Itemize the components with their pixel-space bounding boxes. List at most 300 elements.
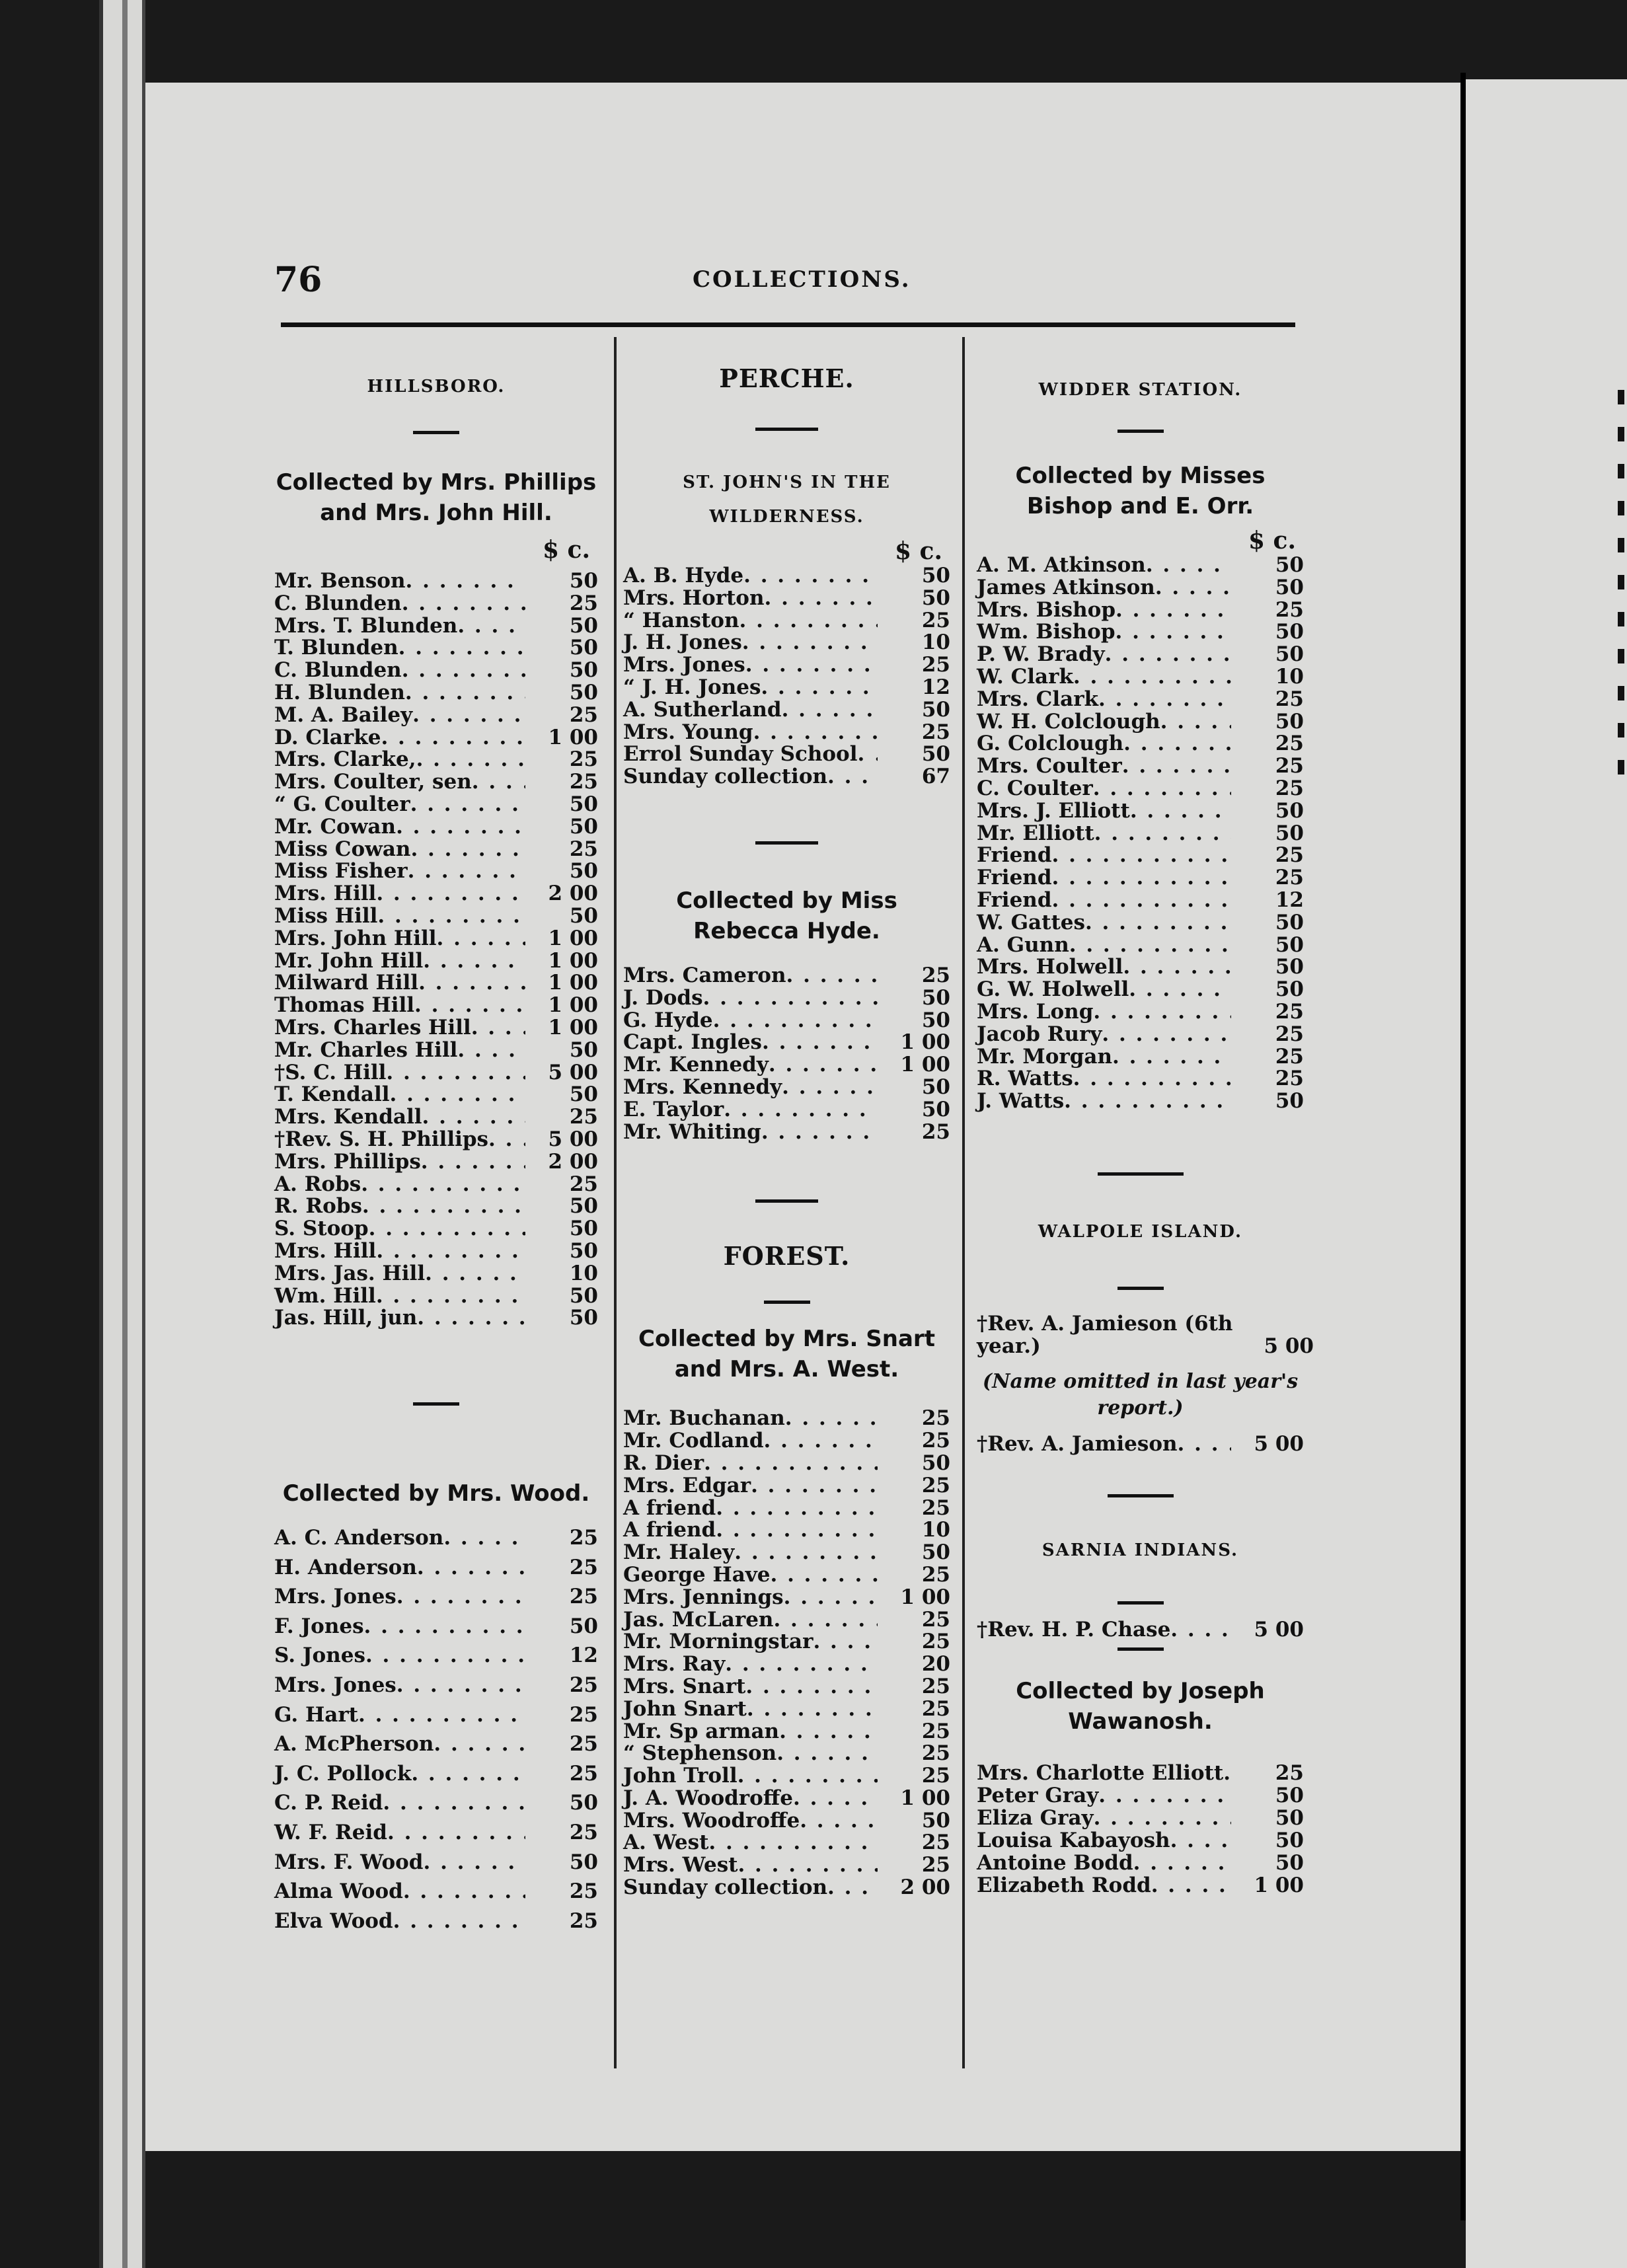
- contributor-name: Mrs. Bishop: [977, 597, 1116, 622]
- leader-dots: [708, 1832, 878, 1854]
- contribution-amount: 50: [921, 1075, 950, 1099]
- contributor-name: John Snart: [623, 1696, 747, 1721]
- contributor-name: Mr. Sp arman: [623, 1719, 780, 1743]
- contribution-amount: 20: [921, 1652, 950, 1677]
- contributor-entry: [623, 1698, 950, 1721]
- contribution-amount: 50: [921, 564, 950, 587]
- contribution-amount: 25: [569, 747, 598, 772]
- contributor-name: Eliza Gray: [977, 1806, 1094, 1831]
- contribution-amount: 25: [921, 1495, 950, 1520]
- contributor-name: Friend: [977, 866, 1052, 890]
- leader-dots: [437, 928, 525, 950]
- leader-dots: [745, 654, 878, 677]
- contributor-name: G. Colclough: [977, 732, 1124, 756]
- contribution-amount: 50: [569, 569, 598, 593]
- contribution-amount: 50: [1275, 1806, 1304, 1831]
- contributor-entry: [623, 1631, 950, 1653]
- contributor-name: A. West: [623, 1831, 709, 1855]
- contribution-amount: 1 00: [900, 1030, 950, 1055]
- contributor-name: Mrs. Jones: [623, 653, 745, 677]
- contributor-name: Mr. Whiting: [623, 1119, 761, 1144]
- header-rule: [281, 322, 1295, 327]
- leader-dots: [406, 570, 525, 593]
- contribution-amount: 5 00: [548, 1060, 598, 1084]
- contributor-entry: [274, 1174, 598, 1196]
- contributor-entry: [274, 682, 598, 704]
- contributor-name: Mrs. Phillips: [274, 1149, 421, 1174]
- contributor-name: Errol Sunday School: [623, 742, 858, 767]
- contributor-name: Mrs. Horton: [623, 586, 765, 610]
- contributor-entry: [623, 565, 950, 587]
- contributor-entry: [977, 599, 1304, 622]
- contributor-entry: [977, 1046, 1304, 1069]
- contributor-entry: [274, 749, 598, 771]
- leader-dots: [734, 1542, 878, 1564]
- contributor-name: A. Robs: [274, 1172, 361, 1196]
- contributor-name: Mrs. Clarke,: [274, 747, 416, 772]
- leader-dots: [390, 1084, 526, 1106]
- leader-dots: [1151, 1874, 1231, 1897]
- leader-dots: [703, 987, 878, 1010]
- leader-dots: [1052, 889, 1231, 912]
- contributor-name: C. Coulter: [977, 776, 1093, 800]
- contribution-amount: 10: [1275, 664, 1304, 689]
- leader-dots: [1093, 1001, 1231, 1024]
- contributor-name: Jacob Rury: [977, 1022, 1102, 1046]
- contribution-amount: 50: [569, 1791, 598, 1815]
- section-divider: [764, 1301, 810, 1304]
- contributor-name: Mrs. Clark: [977, 687, 1099, 711]
- leader-dots: [782, 1077, 878, 1099]
- contribution-amount: 50: [569, 1038, 598, 1062]
- contributor-name: Mrs. Hill: [274, 1238, 377, 1263]
- contribution-amount: 25: [921, 1406, 950, 1431]
- contribution-amount: 5 00: [548, 1127, 598, 1151]
- contribution-amount: 50: [1275, 798, 1304, 823]
- contribution-amount: 25: [921, 608, 950, 632]
- contributor-name: Mrs. Holwell: [977, 955, 1123, 979]
- contributor-name: R. Watts: [977, 1067, 1073, 1091]
- contribution-amount: 1 00: [1254, 1873, 1304, 1898]
- leader-dots: [443, 1523, 525, 1553]
- contributor-name: Jas. McLaren: [623, 1607, 774, 1632]
- contributor-entry: [623, 1010, 950, 1032]
- leader-dots: [800, 1810, 878, 1833]
- contributor-entry: [623, 987, 950, 1010]
- contributor-name: “ Hanston: [623, 608, 739, 632]
- collector-line: Collected by Joseph Wawanosh.: [1016, 1678, 1265, 1735]
- section-heading-widder: WIDDER STATION.: [1038, 380, 1242, 400]
- contribution-amount: 50: [569, 613, 598, 638]
- contributor-name: Mrs. Kennedy: [623, 1075, 782, 1099]
- leader-dots: [773, 1609, 878, 1632]
- contribution-amount: 50: [1275, 575, 1304, 599]
- contributor-name: A. B. Hyde: [623, 564, 744, 587]
- contributor-name: Miss Cowan: [274, 837, 411, 861]
- contributor-name: Alma Wood: [274, 1879, 403, 1904]
- contributor-name: S. Stoop: [274, 1217, 369, 1241]
- contributor-entry: [274, 905, 598, 928]
- leader-dots: [1130, 800, 1231, 823]
- leader-dots: [743, 565, 878, 587]
- contributor-name: D. Clarke: [274, 725, 381, 749]
- contributor-name: Mrs. Jennings: [623, 1585, 784, 1609]
- contributor-entry: [977, 577, 1304, 599]
- contribution-amount: 25: [921, 1696, 950, 1721]
- contributor-name: H. Anderson: [274, 1555, 417, 1579]
- contribution-amount: 25: [1275, 1067, 1304, 1091]
- contributor-name: S. Jones: [274, 1644, 365, 1668]
- page-header: [274, 260, 1292, 299]
- contributor-name: John Troll: [623, 1764, 738, 1788]
- leader-dots: [434, 1729, 525, 1759]
- contributor-name: J. Watts: [977, 1089, 1065, 1114]
- contributor-name: T. Kendall: [274, 1082, 390, 1107]
- contribution-amount: 10: [921, 630, 950, 655]
- contribution-amount: 1 00: [900, 1053, 950, 1077]
- contributor-entry: [274, 1195, 598, 1218]
- leader-dots: [1116, 599, 1231, 622]
- contributor-entry: [977, 1024, 1304, 1046]
- leader-dots: [402, 660, 525, 682]
- contributor-name: Miss Hill: [274, 903, 378, 928]
- contributor-entry: [623, 677, 950, 699]
- leader-dots: [716, 1497, 878, 1520]
- contributor-entry: [274, 928, 598, 950]
- leader-dots: [365, 1641, 525, 1671]
- contribution-amount: 2 00: [900, 1875, 950, 1900]
- contribution-amount: 25: [569, 702, 598, 727]
- contribution-amount: 25: [921, 720, 950, 744]
- leader-dots: [762, 1032, 878, 1054]
- contribution-amount: 50: [1275, 620, 1304, 644]
- contributor-name: T. Blunden: [274, 636, 398, 660]
- contributor-name: A. C. Anderson: [274, 1526, 444, 1550]
- contribution-amount: 1 00: [548, 993, 598, 1018]
- contributor-entry: [977, 778, 1304, 800]
- contributor-entry: [977, 666, 1304, 689]
- contribution-amount: 1 00: [548, 1015, 598, 1040]
- contributor-name: Mr. Kennedy: [623, 1053, 769, 1077]
- running-head: COLLECTIONS.: [693, 266, 911, 293]
- contribution-amount: 50: [569, 859, 598, 884]
- contributor-entry: [274, 794, 598, 816]
- contributor-entry: [623, 1475, 950, 1497]
- leader-dots: [1064, 1090, 1231, 1113]
- contributor-entry: [274, 1040, 598, 1062]
- contributor-entry: [623, 1077, 950, 1099]
- leader-dots: [418, 972, 525, 995]
- contributor-entry: [274, 995, 598, 1017]
- contribution-amount: 25: [921, 963, 950, 987]
- contributor-name: James Atkinson: [977, 575, 1155, 599]
- contributor-entry: [977, 889, 1304, 912]
- leader-dots: [423, 950, 525, 973]
- contribution-amount: 50: [921, 1008, 950, 1032]
- contributor-entry: [623, 1453, 950, 1475]
- contributor-name: A. M. Atkinson: [977, 553, 1146, 577]
- contributor-entry: [977, 845, 1304, 867]
- contributor-name: †Rev. A. Jamieson: [977, 1431, 1178, 1456]
- contributor-entry: [623, 1788, 950, 1810]
- contribution-amount: 25: [569, 1673, 598, 1698]
- leader-dots: [403, 1877, 525, 1907]
- leader-dots: [1129, 979, 1231, 1001]
- contributor-entry: [274, 1641, 598, 1671]
- contributor-entry: [274, 1240, 598, 1263]
- leader-dots: [408, 860, 525, 883]
- leader-dots: [753, 722, 878, 744]
- contributor-name: R. Robs: [274, 1194, 362, 1219]
- leader-dots: [1073, 666, 1231, 689]
- contribution-amount: 25: [569, 1702, 598, 1727]
- leader-dots: [411, 1759, 525, 1789]
- leader-dots: [751, 1475, 878, 1497]
- contributor-entry: [977, 979, 1304, 1001]
- contribution-amount: 25: [921, 1562, 950, 1587]
- leader-dots: [827, 766, 878, 788]
- leader-dots: [1116, 621, 1231, 644]
- contributor-name: Sunday collection: [623, 1875, 828, 1900]
- contributor-name: G. Hart: [274, 1702, 358, 1727]
- section-divider: [1117, 1287, 1164, 1290]
- contributor-entry: [274, 1907, 598, 1936]
- contribution-amount: 1 00: [900, 1786, 950, 1810]
- contribution-amount: 25: [921, 653, 950, 677]
- contributor-name: J. C. Pollock: [274, 1761, 412, 1786]
- contributor-entry: [977, 1001, 1304, 1024]
- contribution-amount: 25: [921, 1607, 950, 1632]
- contributor-entry: [623, 1609, 950, 1632]
- section-divider: [1117, 430, 1164, 433]
- contributor-name: Jas. Hill, jun: [274, 1306, 418, 1330]
- contributor-entry: [623, 1587, 950, 1609]
- leader-dots: [742, 632, 878, 654]
- contribution-amount: 25: [1275, 843, 1304, 868]
- leader-dots: [704, 1453, 878, 1475]
- contribution-amount: 25: [569, 770, 598, 794]
- contributor-list: [274, 570, 598, 1330]
- contributor-entry: [274, 972, 598, 995]
- contribution-amount: 10: [921, 1518, 950, 1542]
- contribution-amount: 10: [569, 1261, 598, 1285]
- contributor-entry: [977, 800, 1304, 823]
- leader-dots: [457, 1040, 525, 1062]
- contribution-amount: 25: [569, 591, 598, 615]
- section-heading-hillsboro: HILLSBORO.: [367, 377, 506, 397]
- contributor-name: Mr. John Hill: [274, 948, 424, 973]
- contributor-entry: [274, 570, 598, 593]
- column-rule-2: [962, 337, 965, 2068]
- contributor-entry: [274, 1307, 598, 1330]
- contributor-name: W. H. Colclough: [977, 709, 1160, 734]
- contributor-name: A. McPherson: [274, 1732, 434, 1757]
- contribution-amount: 12: [1275, 888, 1304, 912]
- contribution-amount: 50: [569, 1614, 598, 1638]
- contributor-entry: [274, 1151, 598, 1174]
- leader-dots: [1073, 1068, 1231, 1090]
- leader-dots: [376, 883, 525, 905]
- leader-dots: [738, 1765, 878, 1788]
- contribution-amount: 50: [1275, 709, 1304, 734]
- contributor-entry: [977, 1433, 1304, 1456]
- contribution-amount: 25: [1275, 754, 1304, 778]
- leader-dots: [386, 1062, 525, 1084]
- contribution-amount: 50: [569, 1194, 598, 1219]
- contributor-entry: [977, 1762, 1304, 1784]
- contributor-list: [623, 1408, 950, 1899]
- contributor-name: Mr. Codland: [623, 1429, 764, 1453]
- section-divider: [1098, 1172, 1184, 1176]
- leader-dots: [381, 727, 525, 749]
- leader-dots: [416, 749, 525, 771]
- contributor-name: Thomas Hill: [274, 993, 415, 1018]
- leader-dots: [1085, 912, 1231, 934]
- column-widder: [977, 357, 1314, 1898]
- contributor-name: Mrs. Snart: [623, 1674, 746, 1698]
- leader-dots: [1155, 577, 1231, 599]
- contribution-amount: 50: [1275, 910, 1304, 934]
- contributor-name: E. Taylor: [623, 1097, 724, 1121]
- contributor-name: Mrs. Jones: [274, 1585, 397, 1609]
- section-heading-perche: PERCHE.: [719, 363, 854, 393]
- leader-dots: [362, 1195, 525, 1218]
- contributor-entry: [623, 699, 950, 722]
- leader-dots: [410, 794, 525, 816]
- contributor-entry: [274, 1218, 598, 1240]
- leader-dots: [858, 743, 878, 766]
- section-divider: [1108, 1494, 1174, 1497]
- contribution-amount: 50: [569, 636, 598, 660]
- contributor-name: C. Blunden: [274, 591, 402, 615]
- column-hillsboro: [274, 357, 598, 1936]
- contributor-entry: [977, 1829, 1304, 1852]
- contribution-amount: 50: [1275, 1784, 1304, 1808]
- contributor-entry: [977, 711, 1304, 734]
- contributor-name: †Rev. A. Jamieson (6th year.): [977, 1311, 1233, 1358]
- contributor-name: Mrs. John Hill: [274, 926, 437, 950]
- contributor-name: J. A. Woodroffe: [623, 1786, 793, 1810]
- contributor-entry: [274, 883, 598, 905]
- contributor-name: Mr. Charles Hill: [274, 1038, 458, 1062]
- contributor-entry: [274, 1084, 598, 1106]
- contributor-name: Friend: [977, 843, 1052, 868]
- contributor-entry: [623, 587, 950, 610]
- leader-dots: [1094, 823, 1231, 845]
- contributor-name: Mr. Cowan: [274, 814, 397, 839]
- leader-dots: [471, 1017, 525, 1040]
- leader-dots: [827, 1877, 878, 1899]
- leader-dots: [376, 1240, 525, 1263]
- contributor-name: Mrs. Edgar: [623, 1473, 751, 1497]
- contribution-amount: 2 00: [548, 1149, 598, 1174]
- contributor-name: Mrs. Coulter, sen: [274, 770, 472, 794]
- leader-dots: [785, 1408, 878, 1430]
- contributor-name: Mrs. Cameron: [623, 963, 786, 987]
- contributor-entry: [623, 722, 950, 744]
- contributor-name: M. A. Bailey: [274, 702, 413, 727]
- contributor-name: Mrs. Jas. Hill: [274, 1261, 426, 1285]
- contributor-list: [977, 1762, 1304, 1897]
- contributor-entry: [274, 1848, 598, 1877]
- contributor-entry: [623, 1854, 950, 1877]
- contribution-amount: 50: [1275, 553, 1304, 577]
- contribution-amount: 25: [921, 1630, 950, 1654]
- collector-line: Collected by Mrs. Wood.: [282, 1480, 590, 1507]
- contributor-name: Mrs. J. Elliott: [977, 798, 1130, 823]
- contribution-amount: 50: [921, 1451, 950, 1475]
- leader-dots: [417, 1307, 525, 1330]
- contributor-entry: [274, 950, 598, 973]
- leader-dots: [738, 1854, 878, 1877]
- contribution-amount: 1 00: [548, 948, 598, 973]
- contributor-entry: [977, 823, 1304, 845]
- contributor-entry: [274, 593, 598, 615]
- contributor-name: Elva Wood: [274, 1909, 393, 1933]
- contribution-amount: 25: [921, 1674, 950, 1698]
- contributor-list: [623, 565, 950, 788]
- contributor-entry: [623, 1430, 950, 1453]
- contributor-name: Mr. Morgan: [977, 1044, 1113, 1069]
- collector-line: Collected by Mrs. Phillips and Mrs. John Hill.: [276, 469, 597, 526]
- currency-header: $ c.: [542, 536, 590, 564]
- contributor-entry: [623, 1054, 950, 1077]
- page-gutter: [1460, 73, 1466, 2220]
- contribution-amount: 50: [569, 1850, 598, 1874]
- leader-dots: [417, 1553, 525, 1583]
- contributor-name: George Have: [623, 1562, 771, 1587]
- contribution-amount: 67: [921, 765, 950, 789]
- section-divider: [1117, 1647, 1164, 1651]
- sub-heading-st-johns: ST. JOHN'S IN THE WILDERNESS.: [683, 472, 891, 527]
- contribution-amount: 50: [569, 792, 598, 816]
- collector-line: Collected by Miss Rebecca Hyde.: [676, 887, 897, 944]
- contributor-name: Peter Gray: [977, 1784, 1099, 1808]
- contributor-entry: [623, 1810, 950, 1833]
- currency-header: $ c.: [894, 537, 942, 565]
- leader-dots: [1170, 1619, 1231, 1642]
- contribution-amount: 1 00: [548, 926, 598, 950]
- contributor-name: C. P. Reid: [274, 1791, 383, 1815]
- contributor-name: Mrs. Young: [623, 720, 753, 744]
- contributor-name: W. Clark: [977, 664, 1073, 689]
- contribution-amount: 25: [921, 1853, 950, 1877]
- contribution-amount: 12: [921, 675, 950, 699]
- leader-dots: [421, 1151, 525, 1174]
- contribution-amount: 25: [1275, 776, 1304, 800]
- leader-dots: [369, 1218, 525, 1240]
- contributor-entry: [274, 839, 598, 861]
- contribution-amount: 25: [1275, 866, 1304, 890]
- contributor-entry: [977, 554, 1304, 577]
- contributor-entry: [623, 1721, 950, 1743]
- contributor-entry: [274, 1062, 598, 1084]
- collector-line: Collected by Mrs. Snart and Mrs. A. West.: [638, 1326, 935, 1383]
- contributor-entry: [274, 1671, 598, 1700]
- leader-dots: [358, 1700, 525, 1730]
- contributor-entry: [977, 1807, 1304, 1829]
- contributor-name: “ Stephenson: [623, 1741, 777, 1766]
- leader-dots: [472, 771, 525, 794]
- contributor-entry: [274, 771, 598, 794]
- contribution-amount: 1 00: [548, 971, 598, 995]
- contributor-name: †Rev. H. P. Chase: [977, 1617, 1171, 1642]
- contributor-entry: [274, 1788, 598, 1818]
- leader-dots: [387, 1818, 525, 1848]
- contributor-entry: [977, 1090, 1304, 1113]
- contributor-name: Sunday collection: [623, 765, 828, 789]
- contribution-amount: 25: [921, 1741, 950, 1766]
